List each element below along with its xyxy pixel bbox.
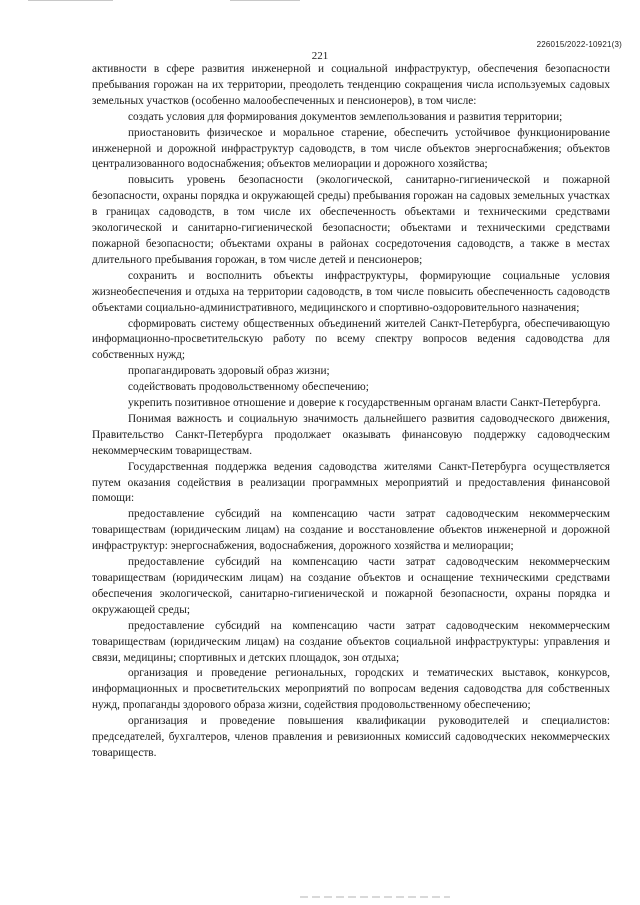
paragraph: активности в сфере развития инженерной и социальной инфраструктур, обеспечения безопасности пребывания горожан на их территории, преодолеть тенденцию сокращения числа используемых садовых земельных участков (особенно малообеспеченных и пенсионеров), в том числе: (92, 63, 610, 107)
paragraph: предоставление субсидий на компенсацию части затрат садоводческим некоммерческим товариществам (юридическим лицам) на создание объектов и оснащение техническими средствами обеспечения экологической, санитарно-гигиенической и пожарной безопасности, охраны порядка и окружающей среды; (92, 556, 610, 616)
paragraph: сохранить и восполнить объекты инфраструктуры, формирующие социальные условия жизнеобеспечения и отдыха на территории садоводств, в том числе повысить обеспеченность садоводств объектами социально-административного, медицинского и спортивно-оздоровительного назначения; (92, 269, 610, 314)
paragraph: сформировать систему общественных объединений жителей Санкт-Петербурга, обеспечивающую информационно-просветительскую работу по всему спектру вопросов ведения садоводства для собственных нужд; (92, 317, 610, 362)
paragraph: создать условия для формирования документов землепользования и развития территории; (128, 110, 563, 123)
paragraph: укрепить позитивное отношение и доверие к государственным органам власти Санкт-Петербурга. (128, 397, 601, 410)
page-number: 221 (311, 50, 329, 62)
scan-edge-line (230, 0, 300, 1)
scan-footer-mark (300, 896, 450, 898)
document-body (92, 62, 610, 762)
paragraph: предоставление субсидий на компенсацию части затрат садоводческим некоммерческим товариществам (юридическим лицам) на создание и восстановление объектов инженерной и дорожной инфраструктур: энергоснабжения, водоснабжения, дорожного хозяйства и мелиорации; (92, 508, 610, 553)
paragraph: содействовать продовольственному обеспечению; (128, 381, 369, 394)
paragraph: пропагандировать здоровый образ жизни; (128, 365, 330, 378)
paragraph: предоставление субсидий на компенсацию части затрат садоводческим некоммерческим товариществам (юридическим лицам) на создание объектов социальной инфраструктуры: управления и связи, медицины; спортивных и детских площадок, зон отдыха; (92, 619, 610, 664)
paragraph: организация и проведение региональных, городских и тематических выставок, конкурсов, информационных и просветительских мероприятий по вопросам ведения садоводства для собственных нужд, пропаганды здорового образа жизни, содействия продовольственному обеспечению; (92, 667, 610, 712)
document-registration-number: 226015/2022-10921(3) (536, 40, 622, 49)
scan-edge-line (28, 0, 113, 1)
paragraph: повысить уровень безопасности (экологической, санитарно-гигиенической и пожарной безопасности, охраны порядка и окружающей среды) пребывания горожан на садовых земельных участках в границах садоводств, в том числе их обеспеченность объектами и техническими средствами экологической и санитарно-гигиенической безопасности; объектами и техническими средствами пожарной безопасности; объектами охраны в районах сосредоточения садоводств, а также в местах длительного пребывания горожан, в том числе детей и пенсионеров; (92, 174, 610, 266)
paragraph: организация и проведение повышения квалификации руководителей и специалистов: председателей, бухгалтеров, членов правления и ревизионных комиссий садоводческих некоммерческих товариществ. (92, 715, 610, 759)
paragraph: приостановить физическое и моральное старение, обеспечить устойчивое функционирование инженерной и дорожной инфраструктур садоводств, в том числе объектов энергоснабжения; объектов централизованного водоснабжения; объектов мелиорации и дорожного хозяйства; (92, 126, 610, 171)
paragraph: Понимая важность и социальную значимость дальнейшего развития садоводческого движения, Правительство Санкт-Петербурга продолжает оказывать финансовую поддержку садоводческим некоммерческим товариществам. (92, 412, 610, 457)
paragraph: Государственная поддержка ведения садоводства жителями Санкт-Петербурга осуществляется путем оказания содействия в реализации программных мероприятий и предоставления финансовой помощи: (92, 460, 610, 505)
